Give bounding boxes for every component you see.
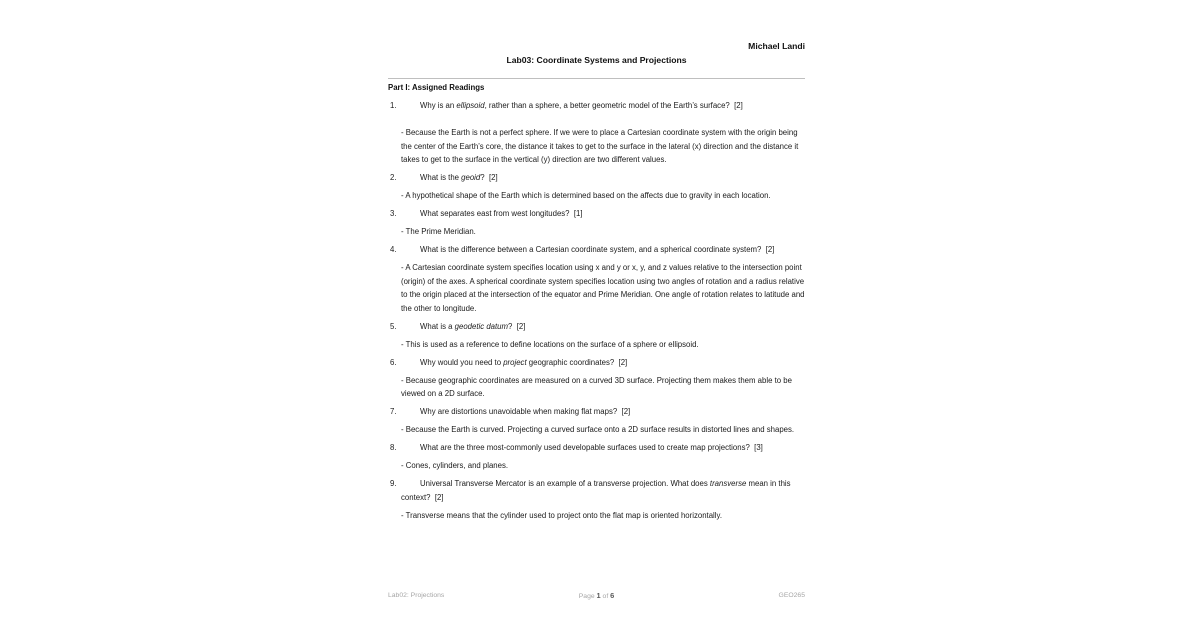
question-text-segment: Why would you need to <box>420 357 504 367</box>
question-term-italic: geoid <box>461 173 481 182</box>
questions-list <box>388 99 805 523</box>
document-page <box>388 0 805 522</box>
answer-text: - A hypothetical shape of the Earth which is determined based on the affects due to gravity in each location. <box>401 191 771 200</box>
question-item <box>388 356 805 370</box>
question-text-segment: ? <box>508 321 513 331</box>
footer-doc-label: Lab02: Projections <box>388 592 445 599</box>
footer-page-number: 1 <box>596 591 601 600</box>
question-item <box>388 171 805 185</box>
question-item <box>388 320 805 334</box>
question-text <box>401 171 805 185</box>
question-number: 2. <box>390 173 397 182</box>
question-number: 7. <box>390 407 397 416</box>
points-value: [2] <box>734 100 743 110</box>
answer-text: - Because the Earth is not a perfect sphere. If we were to place a Cartesian coordinate system with the origin being the center of the Earth’s core, the distance it takes to get to the surface in the lateral (x) direction and the distance it takes to get to the surface in the vertical (y) direction are two different values. <box>401 128 799 164</box>
question-text-segment: What are the three most-commonly used developable surfaces used to create map projections? <box>420 443 750 452</box>
question-term-italic: project <box>503 357 527 367</box>
question-text-segment: Universal Transverse Mercator is an example of a transverse projection. What does <box>420 479 710 488</box>
footer-course-label: GEO265 <box>778 592 805 599</box>
question-text-segment: , rather than a sphere, a better geometric model of the Earth’s surface? <box>484 100 730 110</box>
question-text <box>401 441 805 455</box>
points-value: [2] <box>488 173 498 182</box>
answer-text: - The Prime Meridian. <box>401 227 476 236</box>
footer-page-word: Page <box>578 593 595 600</box>
answer-text: - Because the Earth is curved. Projecting a curved surface onto a 2D surface results in distorted lines and shapes. <box>401 425 795 434</box>
answer-text: - A Cartesian coordinate system specifies location using x and y or x, y, and z values relative to the intersection point (origin) of the axes. A spherical coordinate system specifies location using two angles of rotation and a radius relative to the origin placed at the intersection of the equator and Prime Meridian. One angle of rotation relates to latitude and the other to longitude. <box>401 263 805 313</box>
question-item <box>388 99 805 113</box>
question-number: 8. <box>390 443 397 452</box>
question-term-italic: geodetic datum <box>454 321 508 331</box>
question-item <box>388 207 805 221</box>
question-text-segment: What is the <box>420 173 462 182</box>
section-heading: Part I: Assigned Readings <box>388 83 485 92</box>
question-text-segment: What separates east from west longitudes? <box>420 209 570 218</box>
question-text <box>401 207 805 221</box>
question-item <box>388 405 805 419</box>
points-value: [2] <box>765 245 775 254</box>
question-number: 9. <box>390 479 397 488</box>
question-text-segment: What is a <box>420 321 455 331</box>
question-term-italic: transverse <box>709 479 747 488</box>
answer-text: - Cones, cylinders, and planes. <box>401 461 509 470</box>
question-text <box>401 405 805 419</box>
question-text <box>401 477 805 504</box>
answer-text: - Because geographic coordinates are measured on a curved 3D surface. Projecting them makes them able to be viewed on a 2D surface. <box>401 375 792 398</box>
question-text <box>401 320 805 334</box>
answer-text: - Transverse means that the cylinder used to project onto the flat map is oriented horizontally. <box>401 510 722 520</box>
question-item <box>388 243 805 257</box>
question-text-segment: geographic coordinates? <box>526 357 615 367</box>
question-text-segment: ? <box>480 173 485 182</box>
question-text <box>401 243 805 257</box>
question-item <box>388 477 805 504</box>
answer-text: - This is used as a reference to define locations on the surface of a sphere or ellipsoid. <box>401 339 699 349</box>
question-number: 3. <box>390 209 397 218</box>
points-value: [1] <box>573 209 583 218</box>
points-value: [3] <box>754 443 763 452</box>
question-number: 1. <box>390 100 397 110</box>
points-value: [2] <box>618 357 628 367</box>
page-footer <box>388 590 805 603</box>
question-text-segment: What is the difference between a Cartesian coordinate system, and a spherical coordinate system? <box>420 245 762 254</box>
question-text-segment: Why is an <box>420 100 457 110</box>
question-text <box>401 99 805 113</box>
footer-page-indicator <box>527 590 666 603</box>
question-text-segment: mean in this context? <box>401 479 791 502</box>
author-name: Michael Landi <box>748 41 805 51</box>
footer-page-total: 6 <box>610 591 615 600</box>
footer-of-word: of <box>602 593 609 600</box>
points-value: [2] <box>621 407 631 416</box>
question-text <box>401 356 805 370</box>
question-number: 5. <box>390 321 397 331</box>
question-number: 4. <box>390 245 397 254</box>
document-title: Lab03: Coordinate Systems and Projections <box>506 55 687 65</box>
question-item <box>388 441 805 455</box>
question-text-segment: Why are distortions unavoidable when making flat maps? <box>420 407 618 416</box>
question-term-italic: ellipsoid <box>456 100 485 110</box>
header-divider <box>388 78 805 79</box>
points-value: [2] <box>434 492 444 502</box>
question-number: 6. <box>390 357 397 367</box>
points-value: [2] <box>516 321 526 331</box>
